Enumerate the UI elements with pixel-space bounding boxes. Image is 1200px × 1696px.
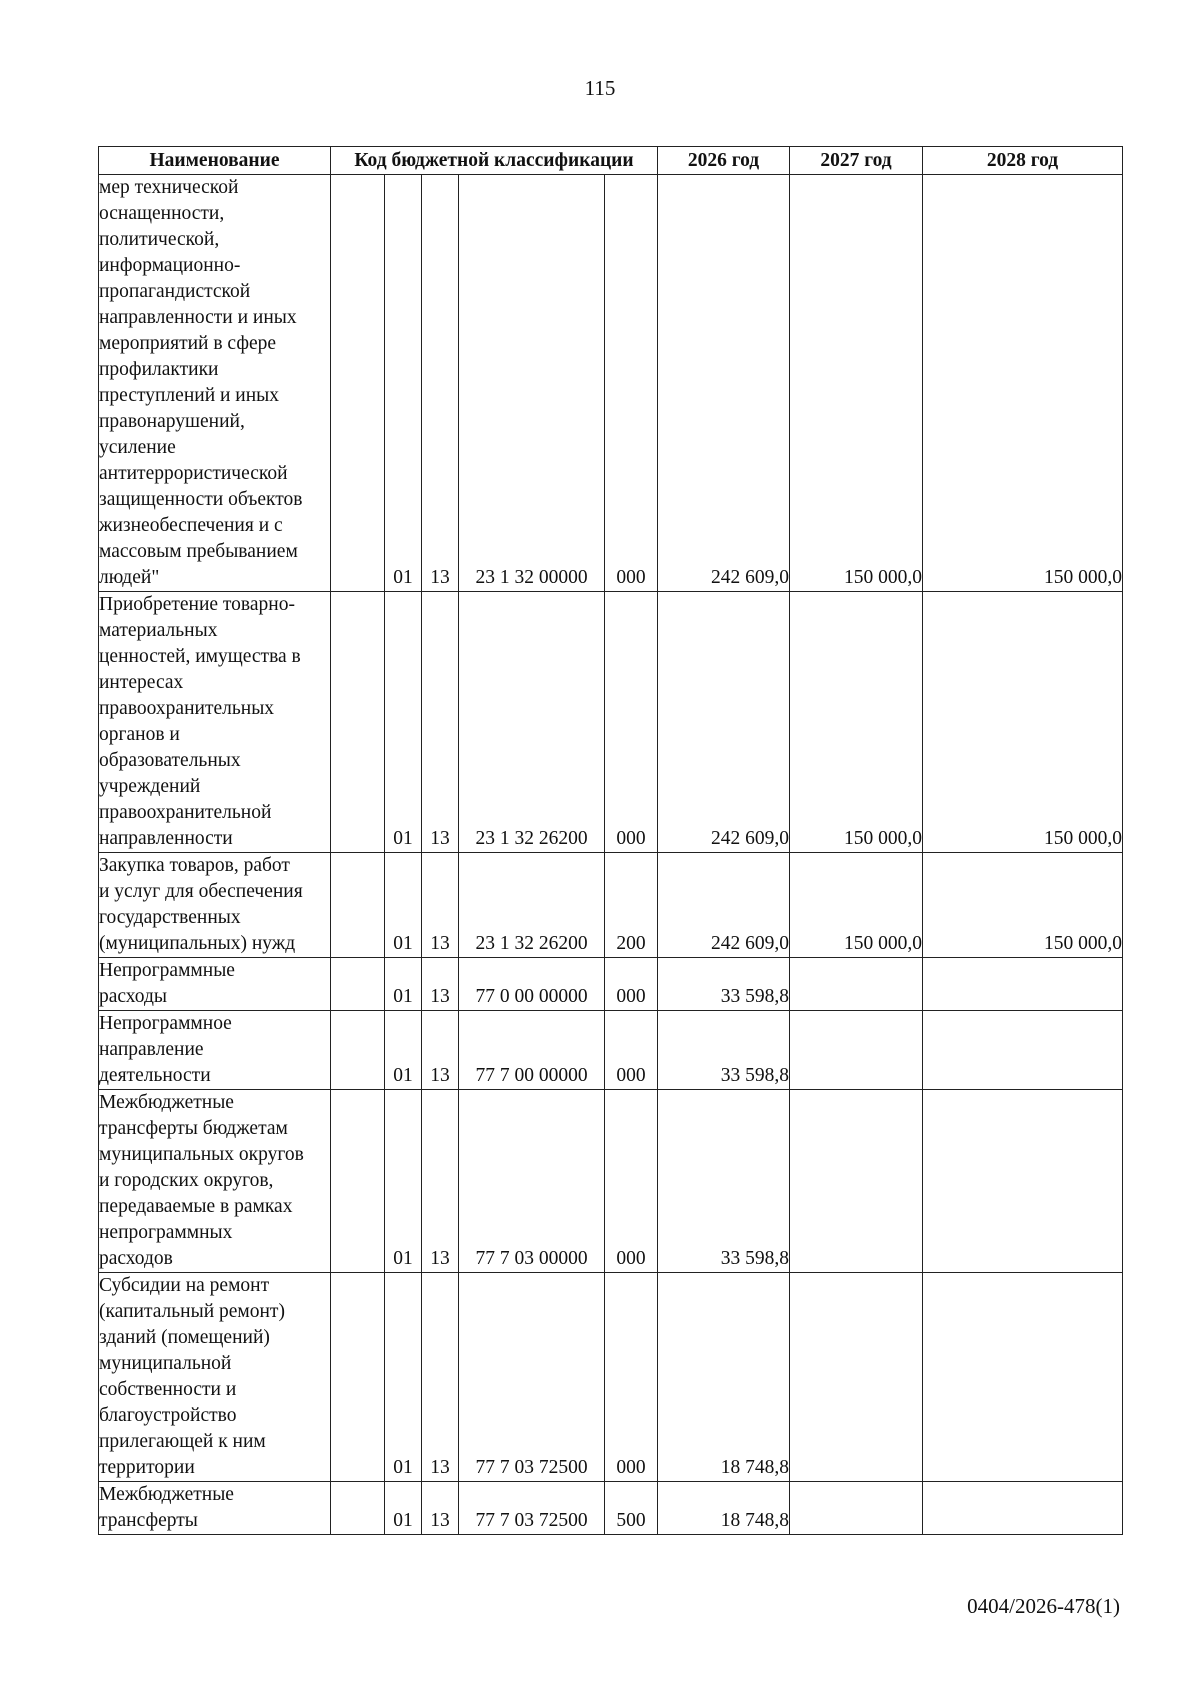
row-subsection-code-cell: 13 — [422, 1482, 459, 1535]
page-number: 115 — [584, 76, 616, 100]
row-subsection-code-cell: 13 — [422, 853, 459, 958]
row-value-2027-cell: 150 000,0 — [790, 592, 923, 853]
row-subsection-code-cell: 13 — [422, 1011, 459, 1090]
row-section-code-cell: 01 — [385, 1011, 422, 1090]
table-row — [99, 175, 1123, 592]
row-target-code-cell: 23 1 32 26200 — [459, 592, 605, 853]
row-name-text: Непрограммные расходы — [99, 960, 235, 1007]
row-name-text: Непрограммное направление деятельности — [99, 1013, 232, 1086]
row-subsection-code-cell: 13 — [422, 1273, 459, 1482]
table-row — [99, 853, 1123, 958]
row-section-code-cell: 01 — [385, 958, 422, 1011]
row-name-text: Межбюджетные трансферты бюджетам муниципальных округов и городских округов, передаваемые в рамках непрограммных расходов — [99, 1092, 304, 1269]
row-value-2028-cell — [923, 958, 1123, 1011]
row-value-2028-cell — [923, 1273, 1123, 1482]
header-2026: 2026 год — [658, 147, 790, 175]
row-expense-type-cell: 000 — [605, 958, 658, 1011]
table-row — [99, 1273, 1123, 1482]
row-name-cell — [99, 175, 331, 592]
row-section-code-cell: 01 — [385, 1482, 422, 1535]
row-value-2028-cell: 150 000,0 — [923, 853, 1123, 958]
row-subsection-code-cell: 13 — [422, 1090, 459, 1273]
row-name-text: Приобретение товарно- материальных ценностей, имущества в интересах правоохранительных органов и образовательных учреждений правоохранительной направленности — [99, 594, 301, 849]
row-name-cell — [99, 1090, 331, 1273]
row-value-2028-cell — [923, 1482, 1123, 1535]
row-value-2026-cell: 242 609,0 — [658, 592, 790, 853]
row-section-code-cell: 01 — [385, 592, 422, 853]
row-expense-type-cell: 200 — [605, 853, 658, 958]
row-target-code-cell: 77 7 03 72500 — [459, 1273, 605, 1482]
row-target-code-cell: 23 1 32 26200 — [459, 853, 605, 958]
table-row — [99, 1482, 1123, 1535]
row-target-code-cell: 23 1 32 00000 — [459, 175, 605, 592]
row-target-code-cell: 77 7 03 00000 — [459, 1090, 605, 1273]
row-name-text: Субсидии на ремонт (капитальный ремонт) зданий (помещений) муниципальной собственности и благоустройство прилегающей к ним территории — [99, 1275, 285, 1478]
row-section-code-cell: 01 — [385, 1090, 422, 1273]
row-value-2028-cell — [923, 1011, 1123, 1090]
row-expense-type-cell: 000 — [605, 1273, 658, 1482]
row-code-blank-cell — [331, 1011, 385, 1090]
row-name-cell — [99, 853, 331, 958]
row-value-2026-cell: 242 609,0 — [658, 853, 790, 958]
row-code-blank-cell — [331, 958, 385, 1011]
row-subsection-code-cell: 13 — [422, 958, 459, 1011]
row-expense-type-cell: 000 — [605, 592, 658, 853]
header-row — [99, 147, 1123, 175]
row-value-2026-cell: 18 748,8 — [658, 1273, 790, 1482]
row-section-code-cell: 01 — [385, 175, 422, 592]
row-value-2027-cell: 150 000,0 — [790, 175, 923, 592]
row-code-blank-cell — [331, 592, 385, 853]
row-value-2027-cell — [790, 1090, 923, 1273]
row-expense-type-cell: 000 — [605, 175, 658, 592]
row-section-code-cell: 01 — [385, 1273, 422, 1482]
row-expense-type-cell: 000 — [605, 1011, 658, 1090]
row-target-code-cell: 77 7 00 00000 — [459, 1011, 605, 1090]
row-value-2026-cell: 33 598,8 — [658, 1090, 790, 1273]
header-2028: 2028 год — [923, 147, 1123, 175]
row-expense-type-cell: 500 — [605, 1482, 658, 1535]
row-code-blank-cell — [331, 853, 385, 958]
row-value-2027-cell — [790, 1273, 923, 1482]
row-target-code-cell: 77 7 03 72500 — [459, 1482, 605, 1535]
row-value-2027-cell — [790, 1482, 923, 1535]
row-name-cell — [99, 1011, 331, 1090]
header-2027: 2027 год — [790, 147, 923, 175]
row-code-blank-cell — [331, 1090, 385, 1273]
row-value-2027-cell — [790, 958, 923, 1011]
row-value-2028-cell — [923, 1090, 1123, 1273]
row-code-blank-cell — [331, 1273, 385, 1482]
row-name-text: Закупка товаров, работ и услуг для обеспечения государственных (муниципальных) нужд — [99, 855, 303, 954]
row-name-cell — [99, 592, 331, 853]
row-value-2026-cell: 18 748,8 — [658, 1482, 790, 1535]
budget-table — [98, 146, 1123, 1535]
row-code-blank-cell — [331, 1482, 385, 1535]
table-row — [99, 1011, 1123, 1090]
table-row — [99, 1090, 1123, 1273]
row-name-text: мер технической оснащенности, политической, информационно- пропагандистской направленности и иных мероприятий в сфере профилактики преступлений и иных правонарушений, усиление антитеррористической защищенности объектов жизнеобеспечения и с массовым пребыванием людей" — [99, 177, 303, 588]
table-row — [99, 592, 1123, 853]
header-name: Наименование — [99, 147, 331, 175]
row-value-2026-cell: 242 609,0 — [658, 175, 790, 592]
row-subsection-code-cell: 13 — [422, 175, 459, 592]
row-code-blank-cell — [331, 175, 385, 592]
row-name-cell — [99, 1273, 331, 1482]
table-row — [99, 958, 1123, 1011]
row-name-cell — [99, 1482, 331, 1535]
row-value-2028-cell: 150 000,0 — [923, 175, 1123, 592]
row-name-text: Межбюджетные трансферты — [99, 1484, 234, 1531]
row-value-2028-cell: 150 000,0 — [923, 592, 1123, 853]
row-value-2027-cell — [790, 1011, 923, 1090]
row-value-2027-cell: 150 000,0 — [790, 853, 923, 958]
document-code: 0404/2026-478(1) — [967, 1594, 1120, 1618]
row-name-cell — [99, 958, 331, 1011]
row-section-code-cell: 01 — [385, 853, 422, 958]
row-subsection-code-cell: 13 — [422, 592, 459, 853]
row-value-2026-cell: 33 598,8 — [658, 1011, 790, 1090]
row-value-2026-cell: 33 598,8 — [658, 958, 790, 1011]
row-expense-type-cell: 000 — [605, 1090, 658, 1273]
header-code: Код бюджетной классификации — [331, 147, 658, 175]
row-target-code-cell: 77 0 00 00000 — [459, 958, 605, 1011]
